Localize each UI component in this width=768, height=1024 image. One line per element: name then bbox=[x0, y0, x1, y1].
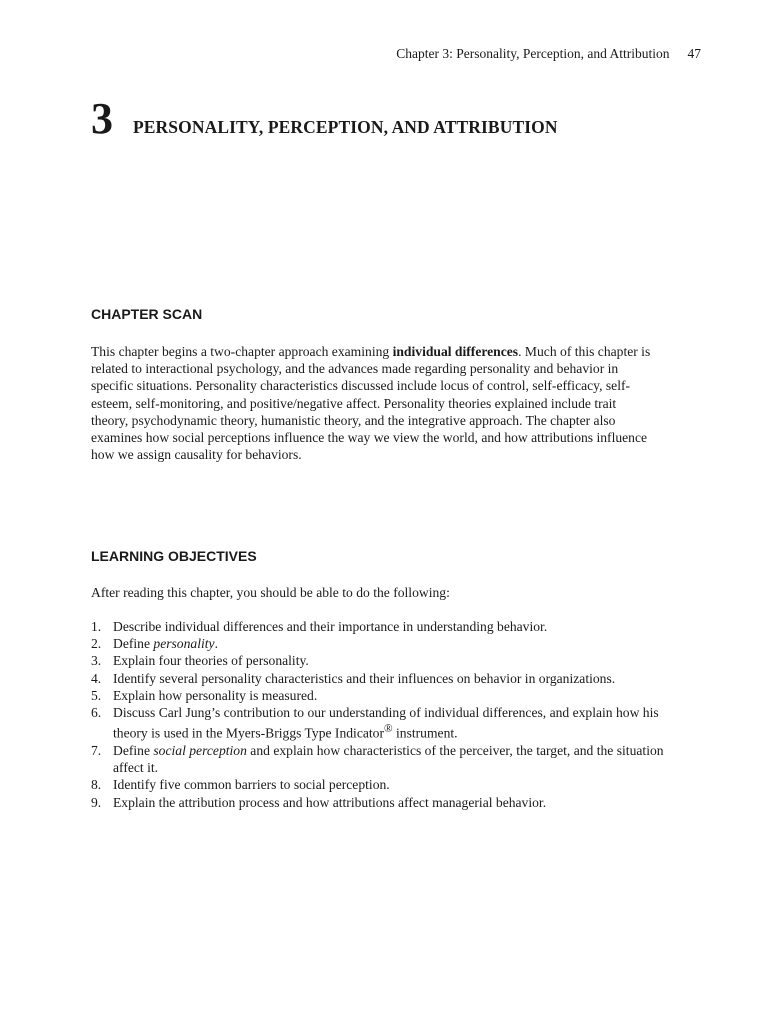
objective-text-start: Define bbox=[113, 636, 154, 652]
objective-number: 6. bbox=[91, 705, 102, 721]
objective-item bbox=[91, 687, 691, 704]
objective-number: 2. bbox=[91, 636, 102, 652]
objective-number: 3. bbox=[91, 653, 102, 669]
learning-objectives-heading: LEARNING OBJECTIVES bbox=[91, 548, 257, 564]
objective-item bbox=[91, 670, 691, 687]
objective-text bbox=[113, 742, 665, 776]
objective-text: Explain how personality is measured. bbox=[113, 687, 318, 703]
objective-text: Explain four theories of personality. bbox=[113, 653, 309, 669]
objective-text: Explain the attribution process and how attributions affect managerial behavior. bbox=[113, 794, 547, 810]
objective-text-start: Discuss Carl Jung’s contribution to our understanding of individual differences, and explain how his theory is used in the Myers-Briggs Type Indicator bbox=[113, 705, 659, 741]
objective-item bbox=[91, 704, 691, 742]
objective-item bbox=[91, 635, 691, 652]
objective-item bbox=[91, 652, 691, 669]
scan-text-start: This chapter begins a two-chapter approach examining bbox=[91, 344, 393, 359]
objective-number: 7. bbox=[91, 742, 102, 758]
objective-item bbox=[91, 776, 691, 793]
learning-objectives-list bbox=[91, 618, 691, 811]
objective-text bbox=[113, 635, 665, 652]
objective-item bbox=[91, 794, 691, 811]
chapter-name: PERSONALITY, PERCEPTION, AND ATTRIBUTION bbox=[133, 117, 558, 137]
objective-text-end: and explain how characteristics of the perceiver, the target, and the situation affect it. bbox=[113, 742, 664, 776]
running-header bbox=[396, 46, 701, 62]
objective-text bbox=[113, 704, 665, 742]
objective-text-end: . bbox=[214, 636, 218, 652]
scan-bold-term: individual differences bbox=[392, 344, 519, 359]
chapter-number: 3 bbox=[91, 94, 113, 143]
objective-number: 9. bbox=[91, 794, 102, 810]
objective-number: 5. bbox=[91, 687, 102, 703]
scan-text-end: . Much of this chapter is related to interactional psychology, and the advances made regarding personality and behavior in specific situations. Personality characteristics discussed include locus of control, self-efficacy, self-esteem, self-monitoring, and positive/negative affect. Personality theories explained include trait theory, psychodynamic theory, humanistic theory, and the integrative approach. The chapter also examines how social perceptions influence the way we view the world, and how attributions influence how we assign causality for behaviors. bbox=[91, 344, 651, 463]
chapter-title bbox=[91, 94, 558, 143]
objective-italic-term: personality bbox=[153, 636, 215, 652]
objective-text: Describe individual differences and their importance in understanding behavior. bbox=[113, 619, 548, 634]
objective-text-start: Define bbox=[113, 742, 154, 758]
objective-item bbox=[91, 742, 691, 776]
objective-number: 8. bbox=[91, 777, 102, 793]
objective-item bbox=[91, 618, 691, 635]
objective-italic-term: social perception bbox=[153, 742, 247, 758]
running-title: Chapter 3: Personality, Perception, and Attribution bbox=[396, 46, 670, 61]
objective-text: Identify five common barriers to social perception. bbox=[113, 777, 390, 793]
registered-mark: ® bbox=[384, 723, 393, 736]
objective-text: Identify several personality characteristics and their influences on behavior in organizations. bbox=[113, 670, 616, 686]
page-number: 47 bbox=[687, 46, 701, 61]
objective-number: 1. bbox=[91, 619, 102, 634]
objective-text-end: instrument. bbox=[392, 725, 458, 741]
chapter-scan-heading: CHAPTER SCAN bbox=[91, 306, 203, 322]
learning-objectives-intro: After reading this chapter, you should be able to do the following: bbox=[91, 585, 450, 600]
chapter-scan-paragraph bbox=[91, 343, 656, 463]
objective-number: 4. bbox=[91, 670, 102, 686]
